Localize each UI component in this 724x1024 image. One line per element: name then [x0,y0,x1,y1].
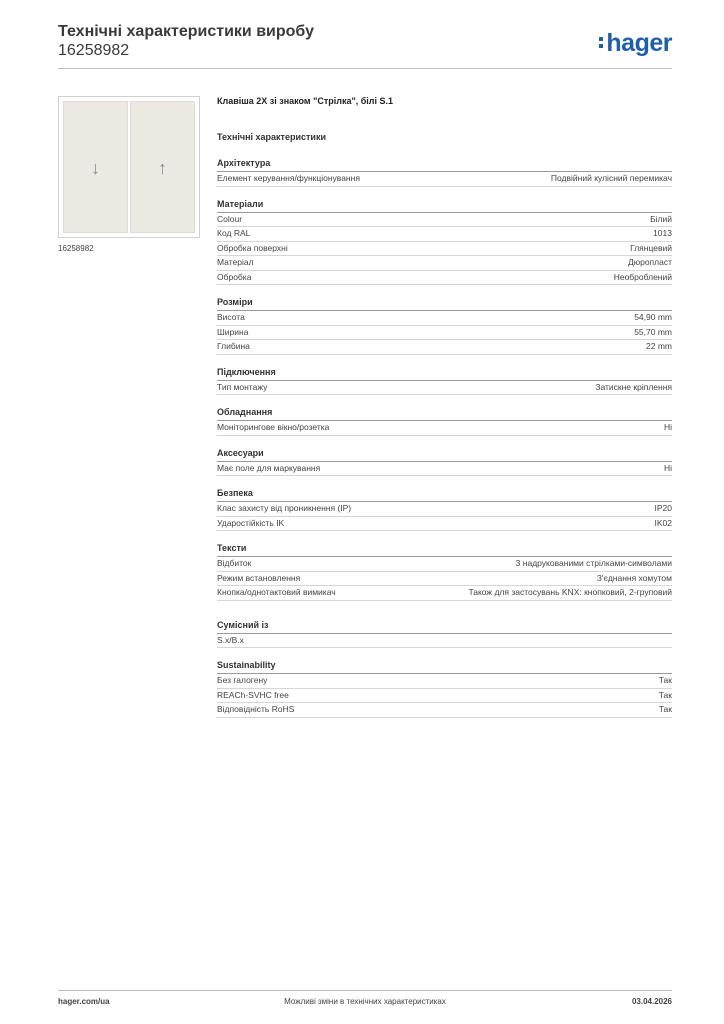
section-title: Архітектура [217,157,672,172]
spec-value: Затискне кріплення [595,381,672,392]
spec-label: Відбиток [217,558,252,568]
logo-text: hager [606,29,672,57]
spec-label: Висота [217,312,245,322]
rocker-left [63,101,128,233]
spec-row [217,213,672,228]
spec-section [217,542,672,601]
spec-label: Ширина [217,326,249,337]
spec-value: З'єднання хомутом [596,572,672,583]
spec-section [217,157,672,187]
spec-value: IK02 [654,517,672,528]
spec-value: Ні [663,422,672,432]
spec-label: Глибина [217,341,250,351]
spec-row [217,311,672,326]
spec-label: Кнопка/однотактовий вимикач [217,587,336,597]
spec-label: Без галогену [217,675,268,685]
product-image [58,96,200,238]
image-caption: 16258982 [58,244,94,253]
spec-row [217,256,672,271]
spec-value: Подвійний кулісний перемикач [550,173,672,183]
section-title: Аксесуари [217,447,672,462]
spec-row [217,634,672,649]
spec-section [217,447,672,477]
section-title: Підключення [217,366,672,381]
spec-value: 1013 [653,228,672,238]
spec-row [217,340,672,355]
arrow-down-icon: ↓ [91,158,100,178]
spec-row [217,557,672,572]
spec-value: Так [658,689,672,700]
spec-value: 22 mm [646,341,672,351]
arrow-up-icon: ↑ [158,158,167,178]
spec-value: Необроблений [613,271,672,282]
spec-value: Ні [663,462,672,473]
logo-mark-icon [599,33,603,50]
spec-section [217,296,672,355]
section-title: Обладнання [217,406,672,421]
spec-label: Матеріал [217,257,254,267]
section-title: Sustainability [217,659,672,674]
spec-section [217,198,672,286]
header-divider [58,68,672,69]
spec-section [217,619,672,649]
spec-label: Тип монтажу [217,381,268,392]
spec-label: Відповідність RoHS [217,704,295,714]
spec-section [217,406,672,436]
spec-label: Елемент керування/функціонування [217,173,360,183]
spec-row [217,421,672,436]
footer-divider [58,990,672,991]
document-title: Технічні характеристики виробу [58,23,314,40]
rocker-right [130,101,195,233]
spec-value: З надрукованими стрілками-символами [515,558,672,568]
footer-note: Можливі зміни в технічних характеристиках [284,997,446,1006]
spec-heading: Технічні характеристики [217,132,326,142]
spec-row [217,572,672,587]
section-title: Тексти [217,542,672,557]
spec-value: Глянцевий [630,242,672,253]
spec-value: 55,70 mm [634,326,672,337]
spec-section [217,366,672,396]
spec-row [217,502,672,517]
spec-sections [217,157,672,718]
spec-row [217,586,672,601]
spec-content [217,95,672,729]
spec-label: Клас захисту від проникнення (IP) [217,503,352,513]
spec-row [217,703,672,718]
spec-label: S.x/B.x [217,634,244,645]
spec-value: Дюропласт [627,257,672,267]
spec-label: Colour [217,213,243,224]
spec-section [217,659,672,718]
spec-row [217,462,672,477]
spec-value: Так [658,675,672,685]
spec-row [217,271,672,286]
footer-date: 03.04.2026 [631,997,672,1006]
spec-row [217,242,672,257]
spec-value: Так [658,704,672,714]
spec-label: Режим встановлення [217,572,301,583]
spec-row [217,227,672,242]
section-title: Розміри [217,296,672,311]
spec-value: Білий [650,213,672,224]
section-title: Сумісний із [217,619,672,634]
spec-value: IP20 [654,503,672,513]
spec-label: Обробка поверхні [217,242,288,253]
hager-logo [599,30,672,56]
product-name: Клавіша 2X зі знаком "Стрілка", білі S.1 [217,96,394,106]
spec-label: Ударостійкість IK [217,517,285,528]
spec-row [217,172,672,187]
spec-label: Код RAL [217,228,251,238]
section-title: Безпека [217,487,672,502]
spec-row [217,517,672,532]
section-title: Матеріали [217,198,672,213]
spec-row [217,674,672,689]
spec-row [217,689,672,704]
footer-website: hager.com/ua [58,997,110,1006]
spec-label: Має поле для маркування [217,462,321,473]
spec-value: Також для застосувань KNX: кнопковий, 2-груповий [468,587,672,597]
document-number: 16258982 [58,42,130,59]
spec-label: REACh-SVHC free [217,689,289,700]
page-header [58,22,672,68]
spec-label: Обробка [217,271,252,282]
spec-section [217,487,672,531]
spec-row [217,381,672,396]
spec-label: Моніторингове вікно/розетка [217,422,330,432]
spec-value: 54,90 mm [634,312,672,322]
spec-row [217,326,672,341]
